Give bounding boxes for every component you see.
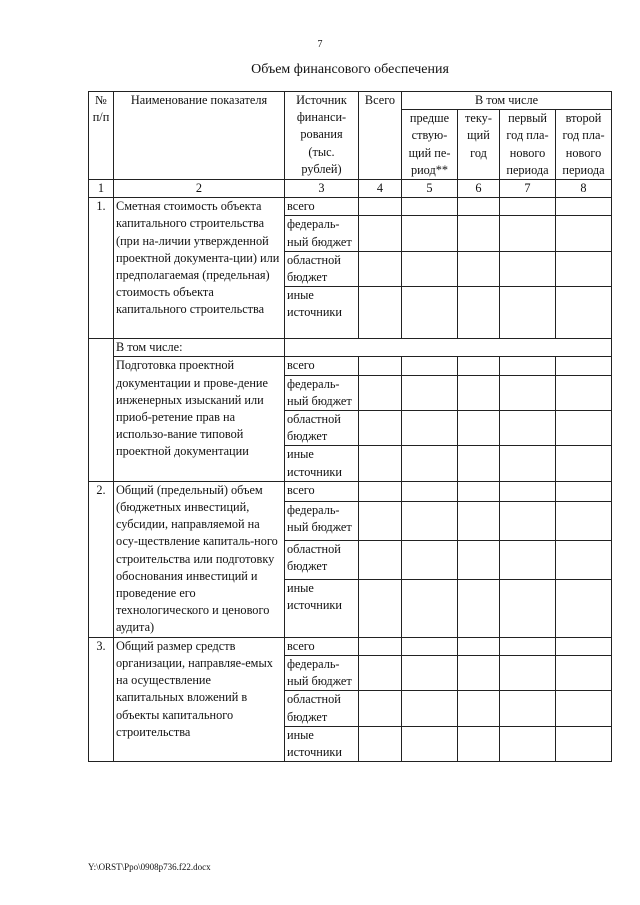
empty-cell (500, 481, 556, 501)
column-number: 1 (89, 180, 114, 198)
header-num: № п/п (89, 92, 114, 180)
file-path-footer: Y:\ORST\Ppo\0908p736.f22.docx (88, 862, 211, 872)
source-other: иные источники (285, 287, 359, 339)
empty-cell (402, 501, 458, 540)
empty-cell (556, 691, 612, 726)
empty-cell (500, 198, 556, 216)
empty-cell (556, 357, 612, 375)
empty-cell (556, 287, 612, 339)
empty-cell (458, 501, 500, 540)
empty-cell (556, 726, 612, 761)
empty-cell (458, 375, 500, 410)
source-total: всего (285, 637, 359, 655)
source-federal: федераль-ный бюджет (285, 216, 359, 251)
empty-cell (285, 339, 612, 357)
empty-cell (556, 446, 612, 481)
empty-cell (556, 655, 612, 690)
empty-cell (556, 637, 612, 655)
empty-cell (458, 446, 500, 481)
empty-cell (359, 375, 402, 410)
column-number: 2 (114, 180, 285, 198)
empty-cell (402, 251, 458, 286)
empty-cell (458, 198, 500, 216)
empty-cell (458, 481, 500, 501)
column-number: 5 (402, 180, 458, 198)
empty-cell (458, 691, 500, 726)
empty-cell (402, 481, 458, 501)
row-number: 2. (89, 481, 114, 637)
header-including: В том числе (402, 92, 612, 110)
empty-cell (359, 198, 402, 216)
empty-cell (500, 411, 556, 446)
empty-cell (500, 251, 556, 286)
column-number: 7 (500, 180, 556, 198)
table-row (89, 198, 612, 216)
row-number: 1. (89, 198, 114, 339)
empty-cell (500, 691, 556, 726)
source-federal: федераль-ный бюджет (285, 375, 359, 410)
column-number: 4 (359, 180, 402, 198)
header-source: Источник финанси-рования (тыс. рублей) (285, 92, 359, 180)
empty-cell (500, 726, 556, 761)
empty-cell (556, 580, 612, 637)
including-label: В том числе: (114, 339, 285, 357)
row-number: 3. (89, 637, 114, 761)
header-total: Всего (359, 92, 402, 180)
empty-cell (402, 446, 458, 481)
source-total: всего (285, 481, 359, 501)
empty-cell (500, 655, 556, 690)
empty-cell (500, 375, 556, 410)
empty-cell (500, 287, 556, 339)
table-row (89, 339, 612, 357)
empty-cell (500, 637, 556, 655)
empty-cell (359, 501, 402, 540)
empty-cell (556, 198, 612, 216)
header-current-year: теку-щий год (458, 110, 500, 180)
source-federal: федераль-ный бюджет (285, 501, 359, 540)
empty-cell (402, 216, 458, 251)
source-regional: областной бюджет (285, 411, 359, 446)
source-other: иные источники (285, 580, 359, 637)
empty-cell (556, 411, 612, 446)
column-number: 6 (458, 180, 500, 198)
empty-cell (359, 655, 402, 690)
empty-cell (556, 481, 612, 501)
empty-cell (359, 691, 402, 726)
empty-cell (402, 541, 458, 580)
financing-table (88, 91, 612, 762)
empty-cell (556, 251, 612, 286)
empty-cell (402, 287, 458, 339)
source-regional: областной бюджет (285, 251, 359, 286)
source-total: всего (285, 357, 359, 375)
header-name: Наименование показателя (114, 92, 285, 180)
empty-cell (458, 251, 500, 286)
empty-cell (402, 655, 458, 690)
empty-cell (402, 726, 458, 761)
row-name: Общий размер средств организации, направляе-емых на осуществление капитальных вложений в объекты капитального строительства (114, 637, 285, 761)
source-regional: областной бюджет (285, 541, 359, 580)
empty-cell (500, 580, 556, 637)
page-number: 7 (317, 39, 323, 50)
empty-cell (500, 446, 556, 481)
empty-cell (458, 726, 500, 761)
empty-cell (359, 580, 402, 637)
empty-cell (458, 216, 500, 251)
source-other: иные источники (285, 726, 359, 761)
empty-cell (359, 637, 402, 655)
empty-cell (556, 541, 612, 580)
empty-cell (458, 655, 500, 690)
source-other: иные источники (285, 446, 359, 481)
empty-cell (359, 357, 402, 375)
empty-cell (402, 357, 458, 375)
row-name: Общий (предельный) объем (бюджетных инвестиций, субсидии, направляемой на осу-ществление капиталь-ного строительства или подготовку обоснования инвестиций и проведение его технологического и ценового аудита) (114, 481, 285, 637)
page-title: Объем финансового обеспечения (251, 62, 449, 77)
table-row (89, 637, 612, 655)
empty-cell (458, 637, 500, 655)
empty-cell (458, 411, 500, 446)
empty-cell (359, 216, 402, 251)
empty-cell (556, 375, 612, 410)
empty-cell (458, 357, 500, 375)
column-number: 8 (556, 180, 612, 198)
table-row (89, 481, 612, 501)
empty-cell (402, 198, 458, 216)
empty-cell (556, 501, 612, 540)
empty-cell (359, 411, 402, 446)
column-numbers-row (89, 180, 612, 198)
empty-cell (402, 691, 458, 726)
table-row (89, 357, 612, 375)
empty-cell (402, 411, 458, 446)
empty-cell (89, 339, 114, 482)
empty-cell (458, 541, 500, 580)
empty-cell (500, 216, 556, 251)
empty-cell (402, 580, 458, 637)
header-second-plan-year: второй год пла-нового периода (556, 110, 612, 180)
source-total: всего (285, 198, 359, 216)
row-name: Подготовка проектной документации и прове-дение инженерных изысканий или приоб-ретение прав на использо-вание типовой проектной документации (114, 357, 285, 481)
empty-cell (359, 726, 402, 761)
empty-cell (556, 216, 612, 251)
empty-cell (500, 541, 556, 580)
column-number: 3 (285, 180, 359, 198)
empty-cell (359, 287, 402, 339)
row-name: Сметная стоимость объекта капитального строительства (при на-личии утвержденной проектной документа-ции) или предполагаемая (предельная) стоимость объекта капитального строительства (114, 198, 285, 339)
source-regional: областной бюджет (285, 691, 359, 726)
empty-cell (500, 501, 556, 540)
header-first-plan-year: первый год пла-нового периода (500, 110, 556, 180)
empty-cell (458, 580, 500, 637)
empty-cell (359, 446, 402, 481)
empty-cell (359, 541, 402, 580)
empty-cell (402, 637, 458, 655)
empty-cell (458, 287, 500, 339)
header-previous-period: предше ствую-щий пе-риод** (402, 110, 458, 180)
empty-cell (359, 481, 402, 501)
empty-cell (402, 375, 458, 410)
empty-cell (500, 357, 556, 375)
source-federal: федераль-ный бюджет (285, 655, 359, 690)
empty-cell (359, 251, 402, 286)
